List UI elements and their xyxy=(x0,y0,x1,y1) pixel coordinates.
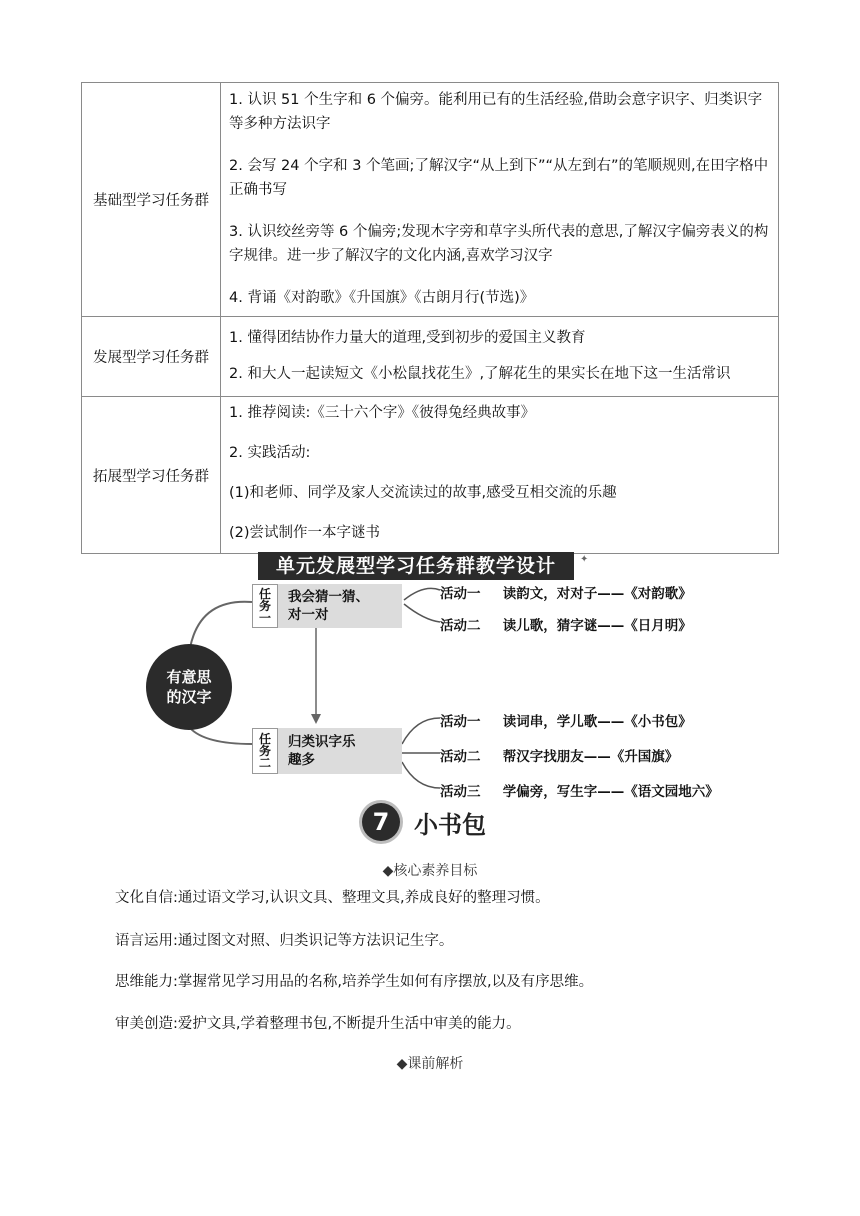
tag-char: 任 xyxy=(258,587,271,601)
activity-item xyxy=(440,745,678,765)
goal-item: 思维能力:掌握常见学习用品的名称,培养学生如何有序摆放,以及有序思维。 xyxy=(115,974,594,990)
list-item: 2. 实践活动: xyxy=(229,445,311,461)
center-line: 有意思 xyxy=(166,668,212,686)
mindmap-center-node xyxy=(146,644,232,730)
list-item: 4. 背诵《对韵歌》《升国旗》《古朗月行(节选)》 xyxy=(229,289,535,306)
lesson-heading xyxy=(362,800,486,844)
task-title-line: 对一对 xyxy=(288,607,329,623)
goal-item: 语言运用:通过图文对照、归类识记等方法识记生字。 xyxy=(115,933,454,949)
activity-text: 读韵文，对对子——《对韵歌》 xyxy=(502,586,692,602)
list-item: (1)和老师、同学及家人交流读过的故事,感受互相交流的乐趣 xyxy=(229,485,617,501)
task-title-line: 归类识字乐 xyxy=(288,734,356,750)
activity-label: 活动三 xyxy=(440,784,481,800)
activity-item xyxy=(440,780,719,800)
row-category: 基础型学习任务群 xyxy=(82,83,221,317)
lesson-title: 小书包 xyxy=(414,810,486,839)
lesson-number-badge: 7 xyxy=(362,803,400,841)
list-item: 3. 认识绞丝旁等 6 个偏旁;发现木字旁和草字头所代表的意思,了解汉字偏旁表义的构字规律。进一步了解汉字的文化内涵,喜欢学习汉字 xyxy=(229,223,769,264)
table-row xyxy=(82,83,779,317)
task-one-box xyxy=(278,584,402,628)
task-two-box xyxy=(278,728,402,774)
activity-text: 帮汉字找朋友——《升国旗》 xyxy=(502,749,679,765)
row-items xyxy=(221,397,779,554)
activity-text: 读词串，学儿歌——《小书包》 xyxy=(502,714,692,730)
tag-char: 务 xyxy=(258,599,271,613)
activity-text: 学偏旁，写生字——《语文园地六》 xyxy=(502,784,719,800)
mindmap-banner: 单元发展型学习任务群教学设计 xyxy=(258,552,574,580)
unit-mindmap xyxy=(0,548,860,808)
list-item: 1. 懂得团结协作力量大的道理,受到初步的爱国主义教育 xyxy=(229,330,586,346)
activity-item xyxy=(440,614,692,634)
row-category: 发展型学习任务群 xyxy=(82,317,221,397)
learning-task-table xyxy=(81,82,779,554)
row-items xyxy=(221,83,779,317)
activity-item xyxy=(440,710,692,730)
tag-char: 一 xyxy=(258,611,271,625)
list-item: 2. 会写 24 个字和 3 个笔画;了解汉字“从上到下”“从左到右”的笔顺规则,在田字格中正确书写 xyxy=(229,157,769,198)
goal-item: 审美创造:爱护文具,学着整理书包,不断提升生活中审美的能力。 xyxy=(115,1016,521,1032)
row-items xyxy=(221,317,779,397)
sparkle-icon: ✦ xyxy=(580,554,589,565)
activity-label: 活动一 xyxy=(440,586,481,602)
task-title-line: 趣多 xyxy=(288,752,315,768)
activity-label: 活动一 xyxy=(440,714,481,730)
goal-item: 文化自信:通过语文学习,认识文具、整理文具,养成良好的整理习惯。 xyxy=(115,890,550,906)
tag-char: 二 xyxy=(258,756,271,770)
activity-label: 活动二 xyxy=(440,618,481,634)
task-two-tag xyxy=(252,728,278,774)
activity-label: 活动二 xyxy=(440,749,481,765)
list-item: (2)尝试制作一本字谜书 xyxy=(229,525,381,541)
table-row xyxy=(82,317,779,397)
tag-char: 任 xyxy=(258,732,271,746)
task-title-line: 我会猜一猜、 xyxy=(288,589,369,605)
table-row xyxy=(82,397,779,554)
analysis-heading: ◆课前解析 xyxy=(396,1056,464,1072)
row-category: 拓展型学习任务群 xyxy=(82,397,221,554)
activity-text: 读儿歌，猜字谜——《日月明》 xyxy=(502,618,692,634)
mindmap-connectors xyxy=(0,548,860,808)
goals-heading: ◆核心素养目标 xyxy=(382,863,478,879)
activity-item xyxy=(440,582,692,602)
list-item: 1. 认识 51 个生字和 6 个偏旁。能利用已有的生活经验,借助会意字识字、归类识字等多种方法识字 xyxy=(229,91,763,132)
list-item: 1. 推荐阅读:《三十六个字》《彼得兔经典故事》 xyxy=(229,405,536,421)
tag-char: 务 xyxy=(258,744,271,758)
center-line: 的汉字 xyxy=(166,688,212,706)
list-item: 2. 和大人一起读短文《小松鼠找花生》,了解花生的果实长在地下这一生活常识 xyxy=(229,366,731,382)
task-one-tag xyxy=(252,584,278,628)
